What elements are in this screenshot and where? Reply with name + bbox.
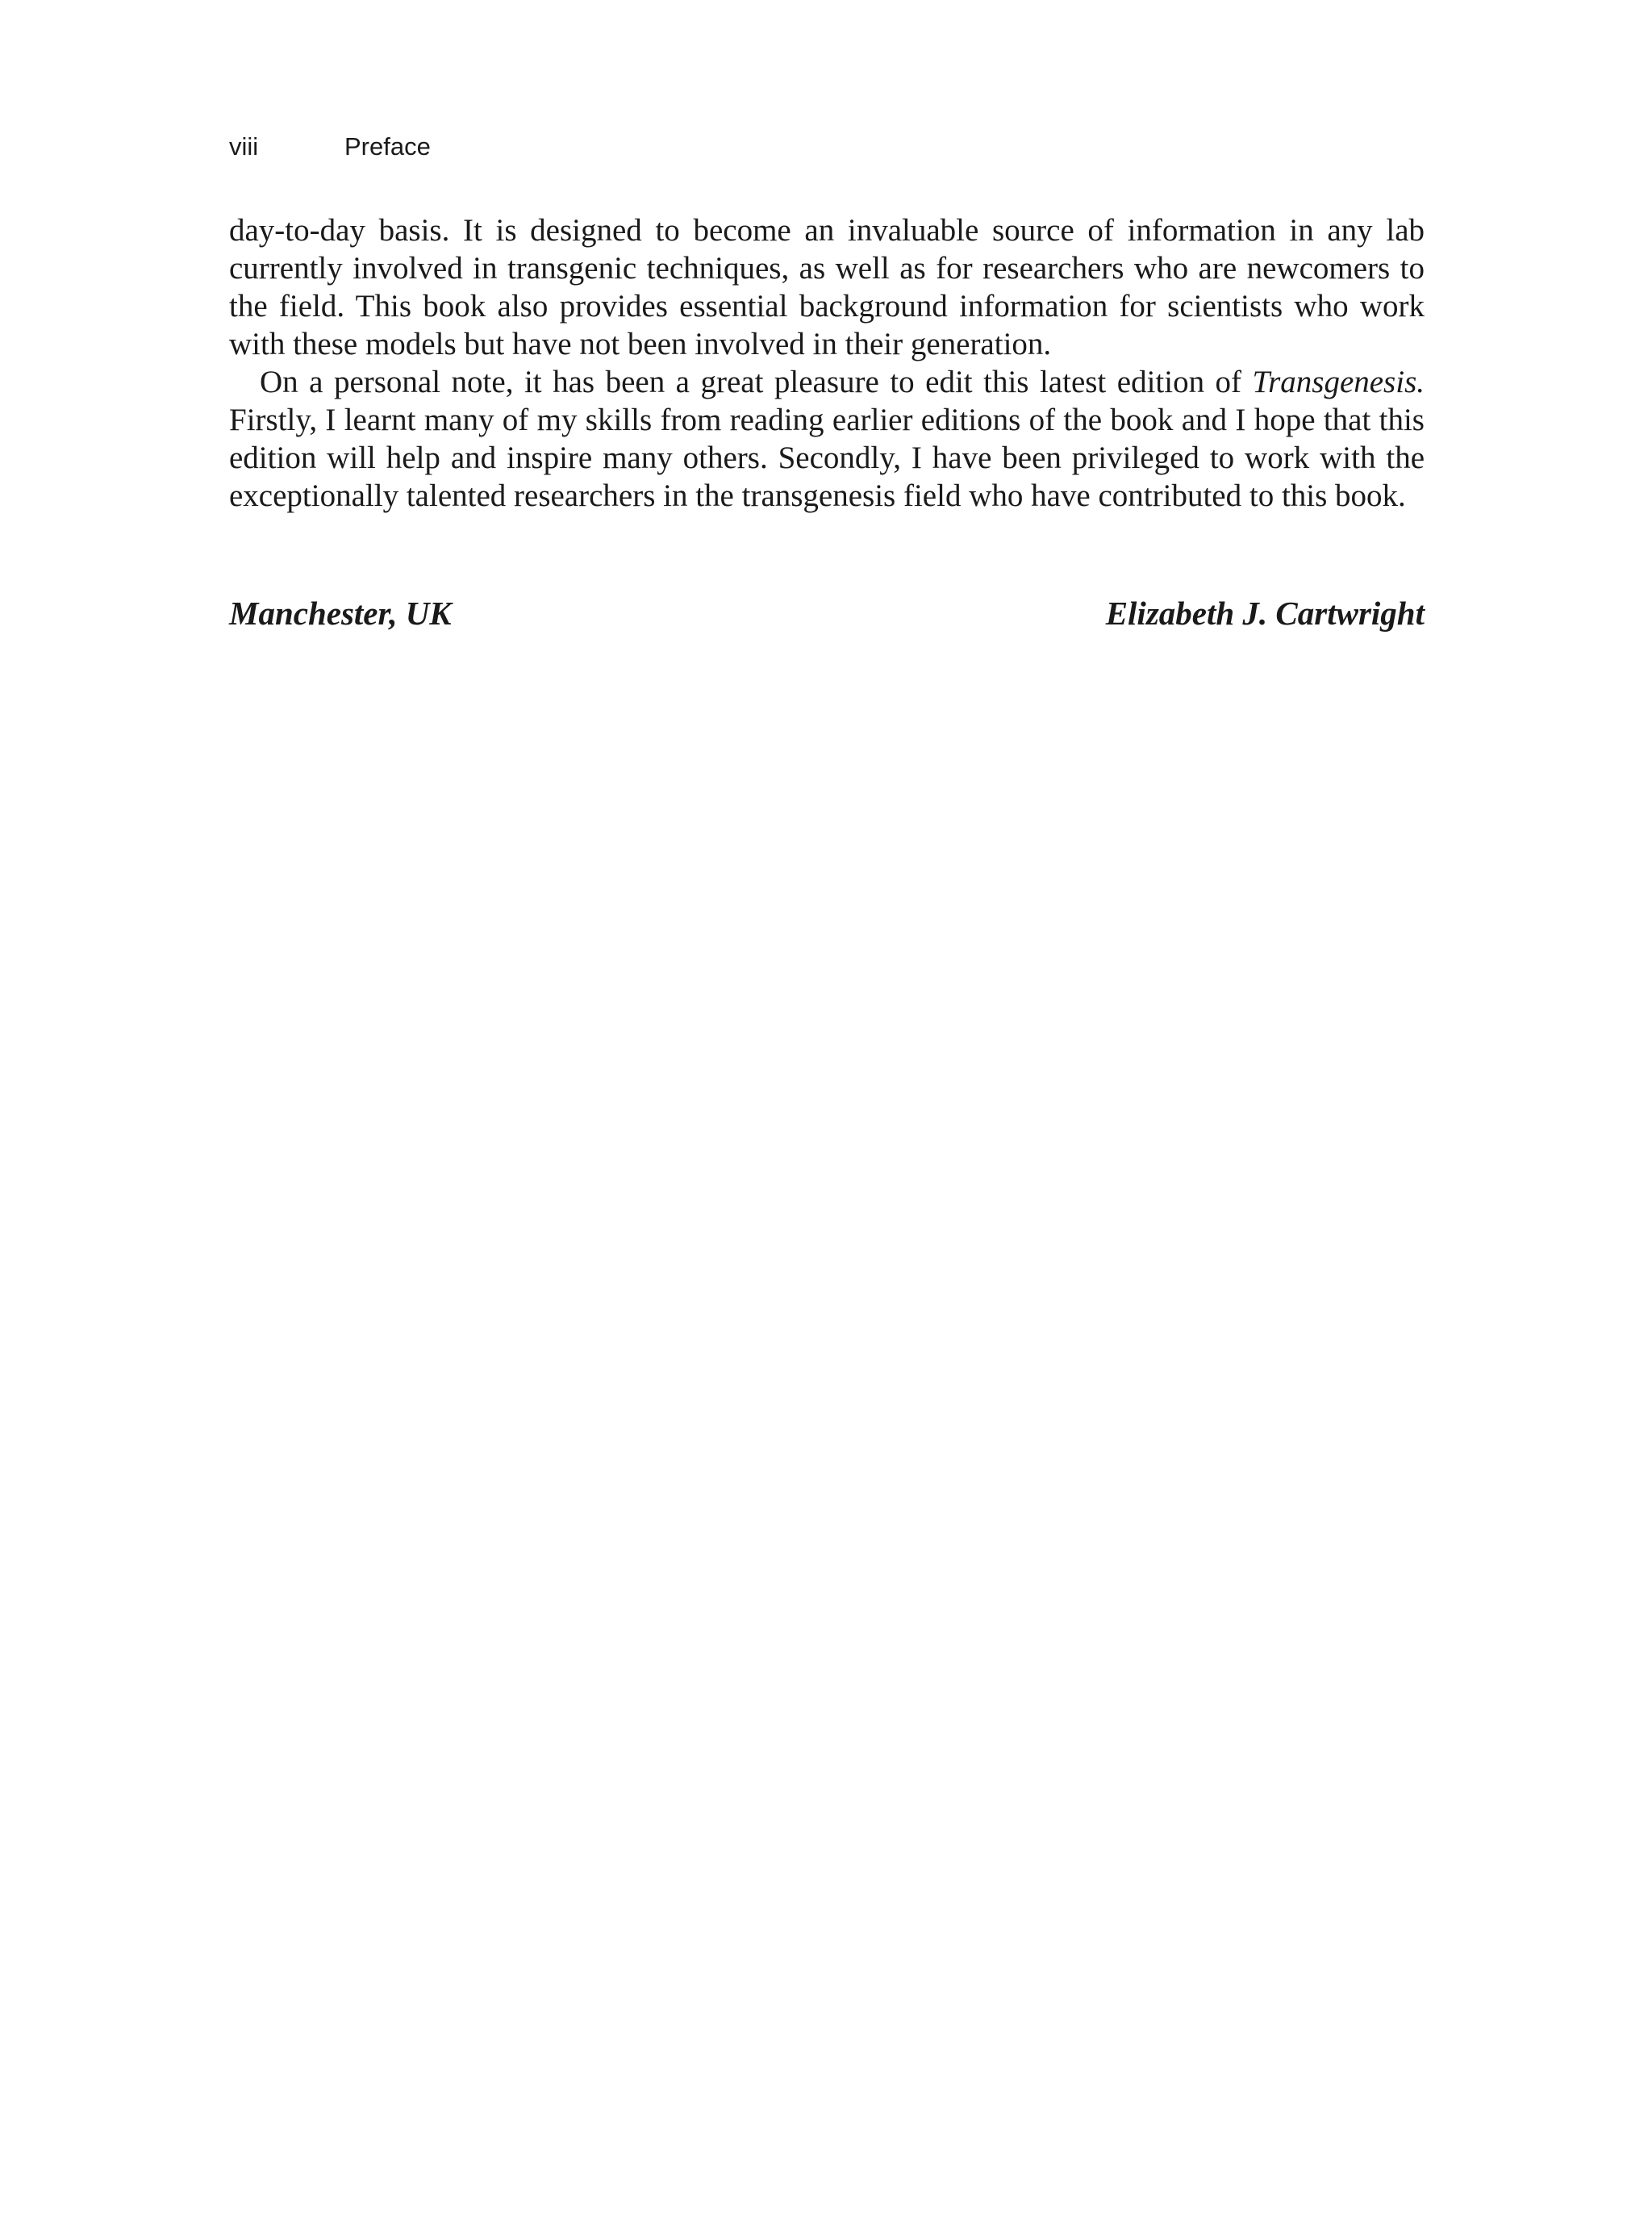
paragraph-1: day-to-day basis. It is designed to become an invaluable source of information in any lab currently involved in transgenic techniques, as well as for researchers who are newcomers to the field. This book also provides essential background information for scientists who work with these models but have not been involved in their generation.: [229, 213, 1425, 361]
preface-body: [229, 211, 1425, 515]
book-title: Transgenesis.: [1252, 365, 1425, 399]
paragraph-2-text-start: On a personal note, it has been a great pleasure to edit this latest edition of: [260, 365, 1253, 399]
paragraph-2: [229, 363, 1425, 515]
paragraph-2-text-end: Firstly, I learnt many of my skills from reading earlier editions of the book and I hope that this edition will help and inspire many others. Secondly, I have been privileged to work with the exceptionally talented researchers in the transgenesis field who have contributed to this book.: [229, 403, 1425, 513]
signature-author: Elizabeth J. Cartwright: [1105, 595, 1425, 632]
signature-line: [229, 591, 1425, 636]
section-title: Preface: [344, 132, 431, 161]
page-number: viii: [229, 132, 259, 161]
running-head: [229, 131, 431, 163]
signature-place: Manchester, UK: [229, 595, 452, 632]
